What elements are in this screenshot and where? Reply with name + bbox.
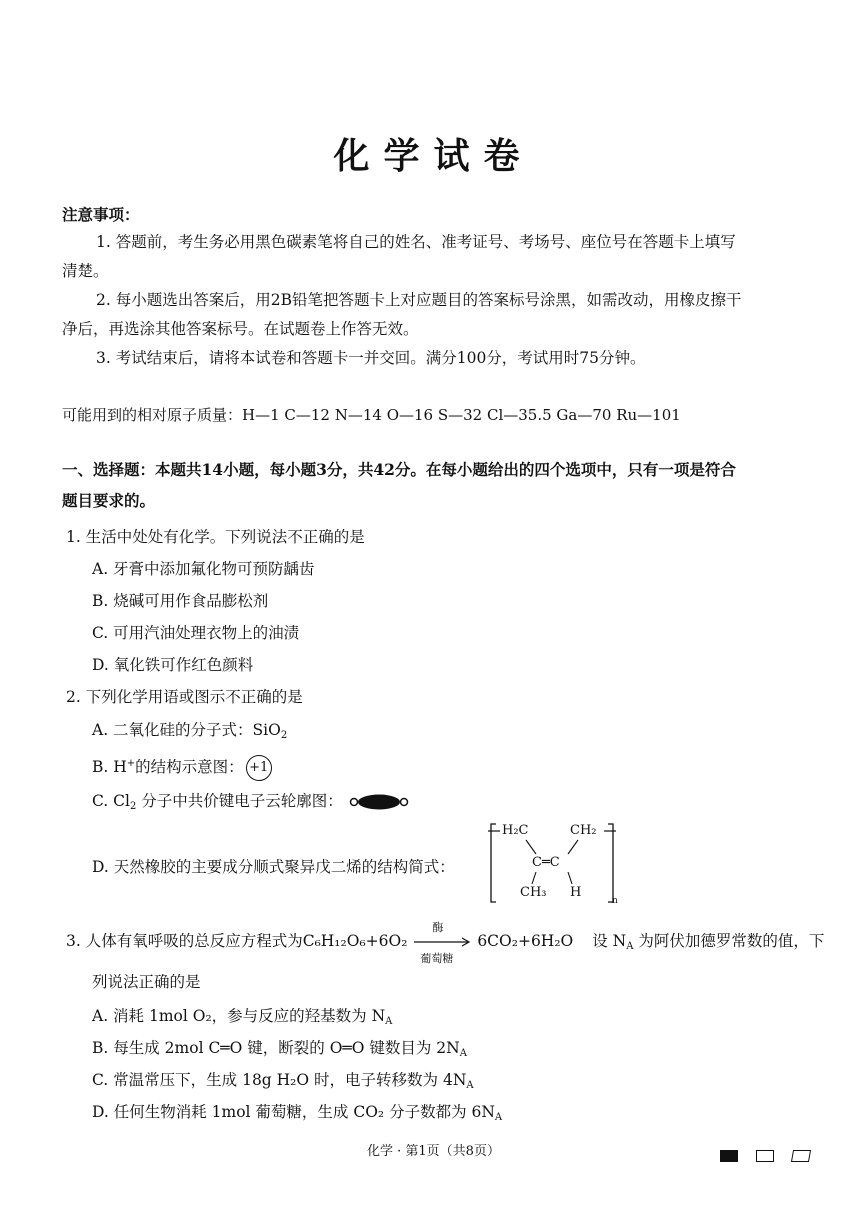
q3-option-d (92, 1102, 502, 1122)
section-heading-cont: 题目要求的。 (62, 491, 156, 510)
notice-heading: 注意事项： (62, 205, 140, 224)
reaction-arrow (412, 921, 472, 965)
subscript: A (466, 1080, 474, 1091)
q2-option-d: D. 天然橡胶的主要成分顺式聚异戊二烯的结构简式： (92, 858, 455, 876)
q3-option-c (92, 1070, 474, 1090)
q2-stem: 2. 下列化学用语或图示不正确的是 (66, 688, 303, 706)
q3-option-b-text: B. 每生成 2mol C═O 键，断裂的 O═O 键数目为 2N (92, 1039, 460, 1057)
q3-stem-b: 设 N (592, 932, 627, 950)
subscript: A (626, 941, 634, 952)
q1-option-a: A. 牙膏中添加氟化物可预防龋齿 (92, 560, 315, 578)
subscript: 2 (280, 730, 288, 741)
q3-stem (66, 921, 825, 965)
q2-option-a (92, 720, 287, 740)
q3-option-b (92, 1038, 467, 1058)
subscript: A (459, 1048, 467, 1059)
tilted-mark-icon (791, 1150, 811, 1162)
subscript: A (494, 1112, 503, 1123)
polyisoprene-structure (488, 822, 618, 906)
n-subscript: n (612, 896, 618, 906)
subscript: A (385, 1016, 393, 1027)
q3-option-a (92, 1006, 392, 1026)
page-title: 化学试卷 (333, 135, 534, 177)
h-label: H (570, 885, 582, 900)
notice-item-1: 1. 答题前，考生务必用黑色碳素笔将自己的姓名、准考证号、考场号、座位号在答题卡上填写 (96, 233, 736, 251)
notice-item-2-cont: 净后，再选涂其他答案标号。在试题卷上作答无效。 (62, 320, 419, 338)
q3-option-c-text: C. 常温常压下，生成 18g H₂O 时，电子转移数为 4N (92, 1071, 467, 1089)
h2c-label: H₂C (502, 823, 529, 838)
q3-option-d-text: D. 任何生物消耗 1mol 葡萄糖，生成 CO₂ 分子数都为 6N (92, 1103, 495, 1121)
empty-mark-icon (756, 1150, 774, 1162)
filled-mark-icon (720, 1150, 738, 1162)
atomic-masses: 可能用到的相对原子质量：H—1 C—12 N—14 O—16 S—32 Cl—35.5 Ga—70 Ru—101 (62, 406, 681, 424)
q2-option-c-text: C. Cl (92, 792, 130, 810)
subscript: 2 (129, 801, 137, 812)
q2-option-a-text: A. 二氧化硅的分子式：SiO (92, 721, 281, 739)
q3-products: 6CO₂+6H₂O (477, 932, 574, 950)
q1-option-d: D. 氧化铁可作红色颜料 (92, 656, 254, 674)
h-plus-structure-diagram: +1 (246, 755, 272, 781)
q2-option-c (92, 791, 410, 812)
q3-stem-text: 3. 人体有氧呼吸的总反应方程式为 (66, 932, 303, 950)
q1-option-b: B. 烧碱可用作食品膨松剂 (92, 592, 269, 610)
q3-reactants: C₆H₁₂O₆+6O₂ (302, 932, 408, 950)
superscript: + (126, 758, 136, 769)
page-footer: 化学 · 第1页（共8页） (367, 1144, 500, 1159)
q2-option-b-text: B. H (92, 758, 127, 776)
q2-option-b-text-2: 的结构示意图： (135, 758, 244, 776)
section-heading: 一、选择题：本题共14小题，每小题3分，共42分。在每小题给出的四个选项中，只有一项是符合 (62, 460, 736, 479)
q1-stem: 1. 生活中处处有化学。下列说法不正确的是 (66, 528, 365, 546)
notice-item-3: 3. 考试结束后，请将本试卷和答题卡一并交回。满分100分，考试用时75分钟。 (96, 349, 646, 367)
ch2-label: CH₂ (570, 823, 597, 838)
q3-option-a-text: A. 消耗 1mol O₂，参与反应的羟基数为 N (92, 1007, 386, 1025)
arrow-catalyst: 酶 (432, 921, 444, 934)
q1-option-c: C. 可用汽油处理衣物上的油渍 (92, 624, 300, 642)
notice-item-2: 2. 每小题选出答案后，用2B铅笔把答题卡上对应题目的答案标号涂黑，如需改动，用橡皮擦干 (96, 291, 742, 309)
ch3-label: CH₃ (520, 885, 547, 900)
electron-cloud-diagram (348, 792, 410, 812)
q2-option-c-text-2: 分子中共价键电子云轮廓图： (136, 792, 343, 810)
arrow-condition: 葡萄糖 (420, 952, 454, 965)
q2-option-b (92, 755, 272, 781)
q3-stem-cont: 列说法正确的是 (92, 973, 201, 991)
q3-stem-c: 为阿伏加德罗常数的值，下 (633, 932, 825, 950)
double-bond-label: C═C (532, 855, 560, 870)
notice-item-1-cont: 清楚。 (62, 262, 109, 280)
